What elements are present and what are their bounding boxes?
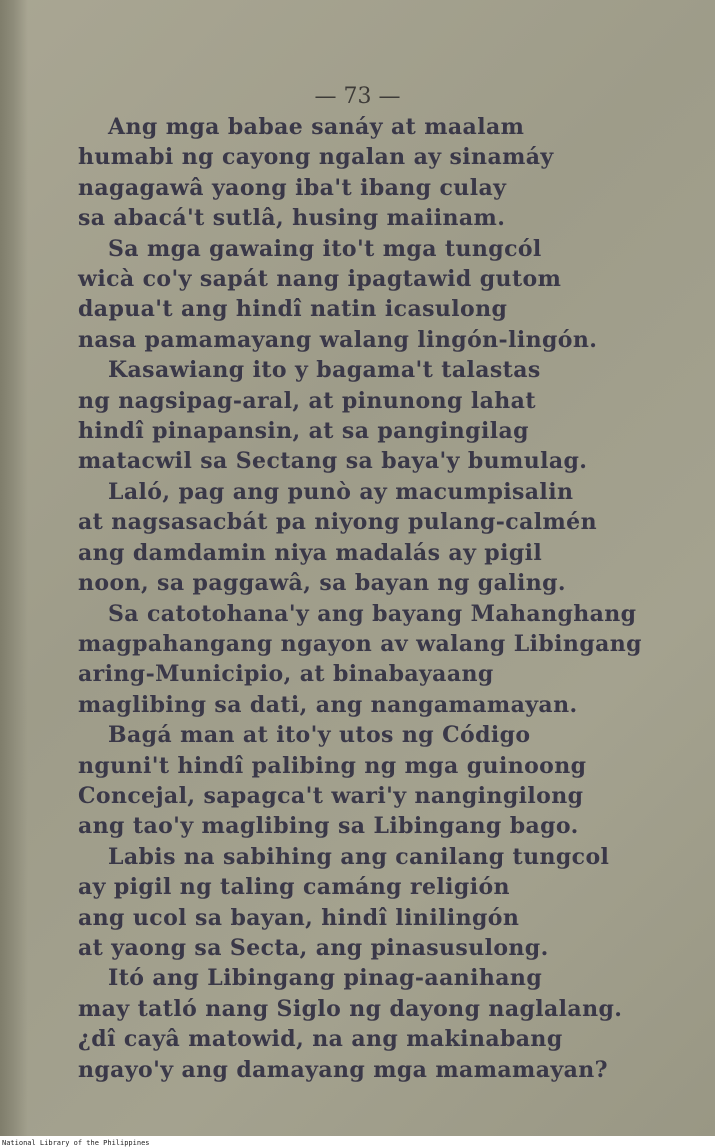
text-line: Sa catotohana'y ang bayang Mahanghang [108, 600, 637, 627]
page-number: — 73 — [314, 84, 401, 109]
text-line: ngayo'y ang damayang mga mamamayan? [78, 1056, 608, 1083]
text-line: ay pigil ng taling camáng religión [78, 874, 510, 901]
text-line: wicà co'y sapát nang ipagtawid gutom [78, 266, 562, 293]
text-line: humabi ng cayong ngalan ay sinamáy [78, 144, 554, 171]
text-line: noon, sa paggawâ, sa bayan ng galing. [78, 570, 566, 597]
text-line: Itó ang Libingang pinag-aanihang [108, 965, 543, 992]
text-line: sa abacá't sutlâ, husing maiinam. [78, 205, 506, 232]
text-line: ¿dî cayâ matowid, na ang makinabang [78, 1026, 563, 1053]
poem-text [78, 112, 648, 1085]
text-line: ang ucol sa bayan, hindî linilingón [78, 904, 520, 931]
text-line: hindî pinapansin, at sa pangingilag [78, 418, 529, 445]
text-line: ng nagsipag-aral, at pinunong lahat [78, 387, 536, 414]
text-line: Bagá man at ito'y utos ng Código [108, 722, 531, 749]
text-line: nguni't hindî palibing ng mga guinoong [78, 752, 587, 779]
text-line: aring-Municipio, at binabayaang [78, 661, 494, 688]
text-line: matacwil sa Sectang sa baya'y bumulag. [78, 448, 588, 475]
text-line: maglibing sa dati, ang nangamamayan. [78, 691, 578, 718]
text-line: magpahangang ngayon av walang Libingang [78, 630, 642, 657]
text-line: may tatló nang Siglo ng dayong naglalang. [78, 995, 623, 1022]
text-line: nasa pamamayang walang lingón-lingón. [78, 326, 598, 353]
text-line: nagagawâ yaong iba't ibang culay [78, 174, 507, 201]
text-line: Concejal, sapagca't wari'y nangingilong [78, 782, 584, 809]
text-line: at nagsasacbát pa niyong pulang-calmén [78, 509, 597, 536]
text-line: dapua't ang hindî natin icasulong [78, 296, 508, 323]
text-line: at yaong sa Secta, ang pinasusulong. [78, 934, 549, 961]
text-line: ang tao'y maglibing sa Libingang bago. [78, 813, 579, 840]
footer-credit: National Library of the Philippines [2, 1139, 150, 1147]
text-line: ang damdamin niya madalás ay pigil [78, 539, 543, 566]
text-line: Sa mga gawaing ito't mga tungcól [108, 235, 542, 262]
text-line: Kasawiang ito y bagama't talastas [108, 357, 541, 384]
text-line: Ang mga babae sanáy at maalam [108, 114, 525, 140]
page-binding-shadow [0, 0, 28, 1136]
text-line: Labis na sabihing ang canilang tungcol [108, 843, 610, 870]
text-line: Laló, pag ang punò ay macumpisalin [108, 478, 574, 505]
